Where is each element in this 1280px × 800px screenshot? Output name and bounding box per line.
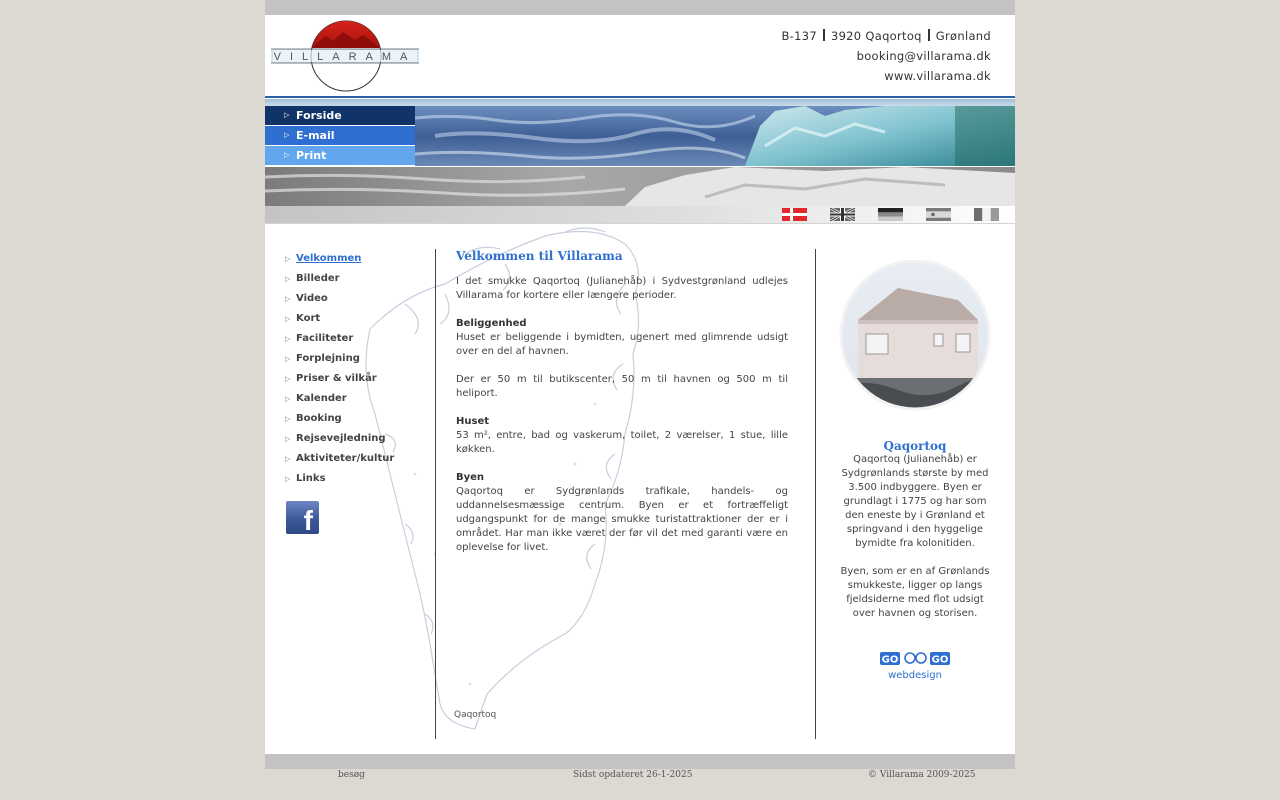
menu-label: Forplejning	[296, 353, 360, 364]
footer-bar	[265, 754, 1015, 769]
topnav-label: Print	[296, 149, 327, 162]
svg-text:GO: GO	[931, 654, 949, 666]
arrow-icon: ▷	[285, 335, 291, 343]
iceberg-banner-bottom	[265, 167, 1015, 206]
menu-item-velkommen[interactable]	[285, 250, 435, 270]
left-divider	[435, 249, 436, 739]
gogo-webdesign-logo[interactable]	[880, 651, 952, 681]
banner-area	[265, 106, 1015, 206]
arrow-icon: ▷	[284, 131, 290, 139]
menu-label: Kort	[296, 313, 321, 324]
last-updated: Sidst opdateret 26-1-2025	[573, 770, 693, 780]
italian-flag-icon[interactable]	[974, 208, 999, 221]
menu-label: Priser & vilkår	[296, 373, 377, 384]
arrow-icon: ▷	[285, 315, 291, 323]
location-heading: Beliggenhed	[456, 318, 527, 329]
contact-info	[781, 26, 991, 86]
german-flag-icon[interactable]	[878, 208, 903, 221]
page-title: Velkommen til Villarama	[456, 249, 623, 263]
menu-item-billeder[interactable]	[285, 270, 435, 290]
arrow-icon: ▷	[284, 151, 290, 159]
topnav-label: E-mail	[296, 129, 335, 142]
menu-label: Faciliteter	[296, 333, 354, 344]
language-bar	[265, 206, 1015, 224]
menu-item-booking[interactable]	[285, 410, 435, 430]
arrow-icon: ▷	[285, 375, 291, 383]
menu-label: Billeder	[296, 273, 340, 284]
footer	[265, 769, 1015, 800]
menu-label: Booking	[296, 413, 342, 424]
arrow-icon: ▷	[285, 275, 291, 283]
house-text: 53 m², entre, bad og vaskerum, toilet, 2 værelser, 1 stue, lille køkken.	[456, 430, 788, 455]
facebook-icon[interactable]: f	[286, 501, 319, 534]
villarama-logo[interactable]	[271, 20, 419, 94]
address-country: Grønland	[935, 29, 991, 43]
contact-website[interactable]: www.villarama.dk	[884, 69, 991, 83]
sidebar-title: Qaqortoq	[883, 439, 947, 453]
sidebar-text-1: Qaqortoq (Julianehåb) er Sydgrønlands største by med 3.500 indbyggere. Byen er grundlagt i 1775 og har som den eneste by i Grønland et springvand i den hyggelige bymidte fra kolonitiden.	[841, 454, 989, 549]
main-content	[456, 249, 788, 569]
arrow-icon: ▷	[285, 295, 291, 303]
side-menu	[285, 250, 435, 490]
top-bar	[265, 0, 1015, 15]
address-city: 3920 Qaqortoq	[830, 29, 922, 43]
danish-flag-icon[interactable]	[782, 208, 807, 221]
house-photo[interactable]	[838, 260, 992, 414]
topnav-print[interactable]	[265, 146, 415, 166]
credit-webdesign: webdesign	[888, 670, 942, 681]
menu-label: Rejsevejledning	[296, 433, 386, 444]
right-sidebar	[838, 260, 992, 635]
menu-item-priser[interactable]	[285, 370, 435, 390]
header-divider	[265, 96, 1015, 106]
topnav-forside[interactable]	[265, 106, 415, 126]
copyright: © Villarama 2009-2025	[868, 770, 976, 780]
town-heading: Byen	[456, 472, 485, 483]
menu-label: Aktiviteter/kultur	[296, 453, 395, 464]
arrow-icon: ▷	[285, 355, 291, 363]
menu-label: Kalender	[296, 393, 347, 404]
town-text: Qaqortoq er Sydgrønlands trafikale, handels- og uddannelsesmæssige centrum. Byen er et fortræffeligt udgangspunkt for de mange smukke turistattraktioner der er i området. Har man ikke været der før vil det med garanti være en oplevelse for livet.	[456, 486, 788, 553]
arrow-icon: ▷	[285, 475, 291, 483]
contact-email[interactable]: booking@villarama.dk	[856, 49, 991, 63]
menu-item-kort[interactable]	[285, 310, 435, 330]
menu-label: Velkommen	[296, 253, 362, 264]
english-flag-icon[interactable]	[830, 208, 855, 221]
spanish-flag-icon[interactable]	[926, 208, 951, 221]
arrow-icon: ▷	[285, 415, 291, 423]
menu-item-aktiviteter[interactable]	[285, 450, 435, 470]
map-label-qaqortoq: Qaqortoq	[454, 710, 497, 720]
topnav-email[interactable]	[265, 126, 415, 146]
arrow-icon: ▷	[284, 111, 290, 119]
sidebar-text-2: Byen, som er en af Grønlands smukkeste, ligger op langs fjeldsiderne med flot udsigt over havnen og storisen.	[840, 566, 990, 619]
arrow-icon: ▷	[285, 455, 291, 463]
iceberg-banner-top	[415, 106, 1015, 166]
menu-label: Links	[296, 473, 326, 484]
content-area	[265, 224, 1015, 754]
logo-text: VILLARAMA	[273, 51, 417, 63]
arrow-icon: ▷	[285, 395, 291, 403]
arrow-icon: ▷	[285, 435, 291, 443]
address-number: B-137	[781, 29, 817, 43]
top-navigation	[265, 106, 415, 166]
arrow-icon: ▷	[285, 255, 291, 263]
header	[265, 15, 1015, 97]
svg-text:GO: GO	[881, 654, 899, 666]
menu-item-faciliteter[interactable]	[285, 330, 435, 350]
visit-counter: besøg	[338, 770, 365, 780]
distances-text: Der er 50 m til butikscenter, 50 m til havnen og 500 m til heliport.	[456, 374, 788, 399]
intro-text: I det smukke Qaqortoq (Julianehåb) i Sydvestgrønland udlejes Villarama for kortere eller længere perioder.	[456, 276, 788, 301]
page	[265, 0, 1015, 800]
right-divider	[815, 249, 816, 739]
menu-item-links[interactable]	[285, 470, 435, 490]
menu-item-video[interactable]	[285, 290, 435, 310]
topnav-label: Forside	[296, 109, 342, 122]
menu-item-forplejning[interactable]	[285, 350, 435, 370]
menu-item-kalender[interactable]	[285, 390, 435, 410]
menu-item-rejsevejledning[interactable]	[285, 430, 435, 450]
location-text: Huset er beliggende i bymidten, ugenert med glimrende udsigt over en del af havnen.	[456, 332, 788, 357]
menu-label: Video	[296, 293, 328, 304]
house-heading: Huset	[456, 416, 490, 427]
